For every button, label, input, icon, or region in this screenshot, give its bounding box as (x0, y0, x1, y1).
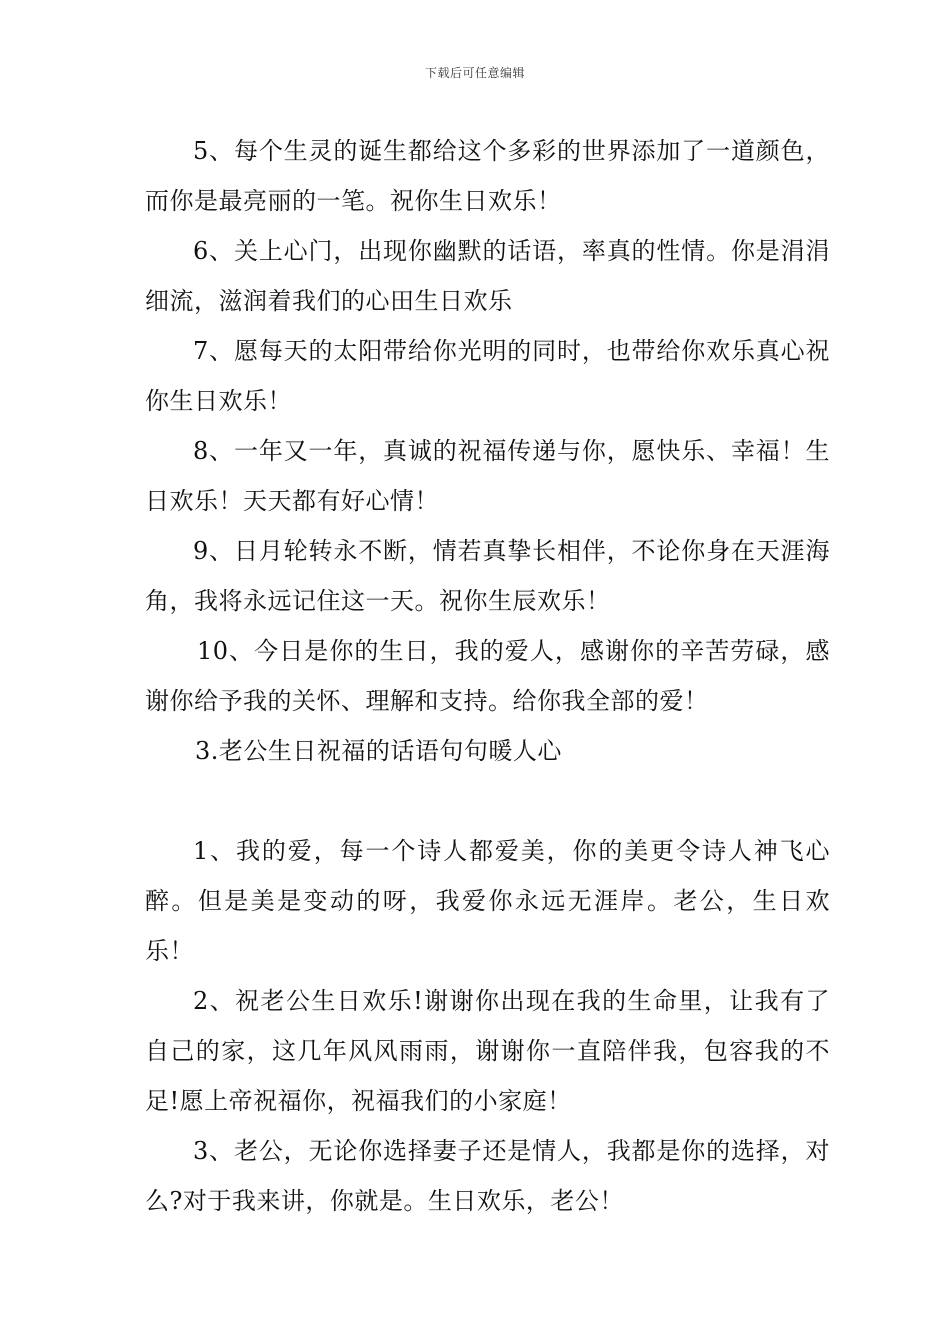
paragraph-6: 6、关上心门，出现你幽默的话语，率真的性情。你是涓涓细流，滋润着我们的心田生日欢乐 (145, 237, 830, 315)
page-header-note: 下载后可任意编辑 (424, 66, 525, 80)
document-body (145, 126, 830, 1226)
paragraph-2: 2、祝老公生日欢乐!谢谢你出现在我的生命里，让我有了自己的家，这几年风风雨雨，谢谢你一直陪伴我，包容我的不足!愿上帝祝福你，祝福我们的小家庭！ (145, 987, 830, 1115)
section-heading: 3.老公生日祝福的话语句句暖人心 (195, 737, 562, 765)
section-gap (145, 776, 830, 826)
paragraph-1: 1、我的爱，每一个诗人都爱美，你的美更令诗人神飞心醉。但是美是变动的呀，我爱你永远无涯岸。老公，生日欢乐！ (145, 837, 830, 965)
paragraph-9: 9、日月轮转永不断，情若真挚长相伴，不论你身在天涯海角，我将永远记住这一天。祝你生辰欢乐！ (145, 537, 830, 615)
paragraph-7: 7、愿每天的太阳带给你光明的同时，也带给你欢乐真心祝你生日欢乐！ (145, 337, 830, 415)
paragraph-3: 3、老公，无论你选择妻子还是情人，我都是你的选择，对么?对于我来讲，你就是。生日欢乐，老公！ (145, 1137, 830, 1215)
paragraph-8: 8、一年又一年，真诚的祝福传递与你，愿快乐、幸福！生日欢乐！天天都有好心情！ (145, 437, 830, 515)
paragraph-10: 10、今日是你的生日，我的爱人，感谢你的辛苦劳碌，感谢你给予我的关怀、理解和支持。给你我全部的爱！ (145, 637, 830, 715)
paragraph-5: 5、每个生灵的诞生都给这个多彩的世界添加了一道颜色，而你是最亮丽的一笔。祝你生日欢乐！ (145, 137, 830, 215)
